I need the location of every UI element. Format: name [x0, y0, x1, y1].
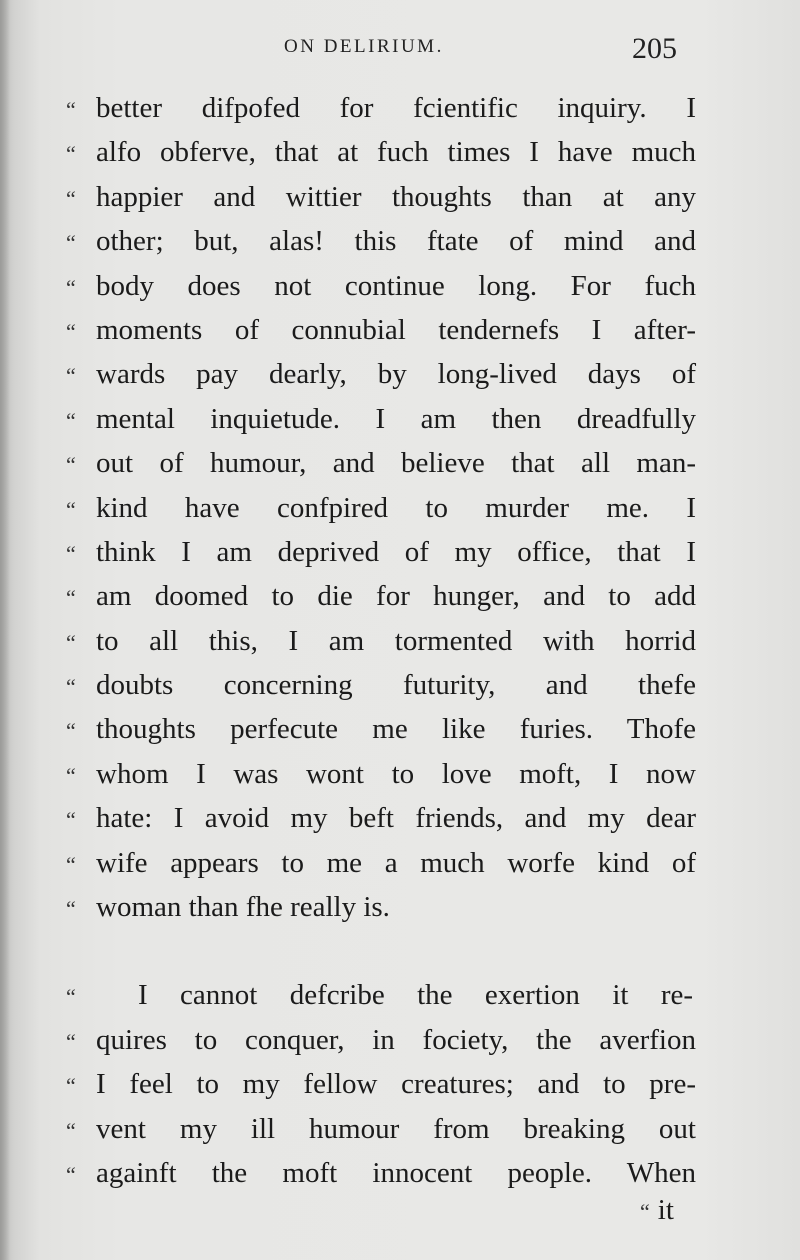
quote-mark: “: [66, 851, 76, 877]
text-line: [66, 841, 702, 885]
text-line: [66, 219, 702, 263]
text-line: [66, 308, 702, 352]
text-line: [66, 619, 702, 663]
text-line: [66, 352, 702, 396]
paragraph-gap: [66, 929, 702, 973]
text-line: [66, 264, 702, 308]
quote-mark: “: [66, 185, 76, 211]
quote-mark: “: [66, 452, 76, 478]
line-text: mental inquietude. I am then dreadfully: [96, 402, 696, 435]
line-text: hate: I avoid my beft friends, and my dear: [96, 802, 696, 835]
quote-mark: “: [66, 274, 76, 300]
line-text: vent my ill humour from breaking out: [96, 1112, 696, 1145]
running-head: [0, 32, 800, 72]
catchword-line: [640, 1188, 674, 1234]
page-number: 205: [632, 32, 677, 65]
line-text: I feel to my fellow creatures; and to pre-: [96, 1068, 696, 1101]
text-line: [66, 973, 702, 1017]
text-line: [66, 1018, 702, 1062]
quote-mark: “: [66, 1028, 76, 1054]
line-text: out of humour, and believe that all man-: [96, 447, 696, 480]
text-line: [66, 574, 702, 618]
text-line: [66, 1062, 702, 1106]
line-text: wards pay dearly, by long-lived days of: [96, 358, 696, 391]
text-line: [66, 486, 702, 530]
text-line: [66, 1107, 702, 1151]
text-line: [66, 1151, 702, 1195]
quote-mark: “: [66, 896, 76, 922]
text-line: [66, 175, 702, 219]
line-text: wife appears to me a much worfe kind of: [96, 846, 696, 879]
quote-mark: “: [66, 674, 76, 700]
line-text: think I am deprived of my office, that I: [96, 535, 696, 568]
quote-mark: “: [66, 540, 76, 566]
line-text: kind have confpired to murder me. I: [96, 491, 696, 524]
quote-mark: “: [66, 585, 76, 611]
line-text: am doomed to die for hunger, and to add: [96, 580, 696, 613]
paragraph-2: [66, 973, 702, 1195]
line-text: body does not continue long. For fuch: [96, 269, 696, 302]
line-text: happier and wittier thoughts than at any: [96, 180, 696, 213]
quote-mark: “: [66, 363, 76, 389]
quote-mark: “: [66, 496, 76, 522]
text-line: [66, 441, 702, 485]
text-line: [66, 130, 702, 174]
text-line: [66, 707, 702, 751]
line-text: againft the moft innocent people. When: [96, 1156, 696, 1189]
line-text: other; but, alas! this ftate of mind and: [96, 225, 696, 258]
quote-mark: “: [66, 230, 76, 256]
quote-mark: “: [66, 1117, 76, 1143]
quote-mark: “: [66, 629, 76, 655]
line-text: thoughts perfecute me like furies. Thofe: [96, 713, 696, 746]
line-text: better difpofed for fcientific inquiry. I: [96, 92, 696, 124]
running-title: ON DELIRIUM.: [284, 36, 444, 57]
text-line: [66, 397, 702, 441]
quote-mark: “: [66, 1161, 76, 1187]
text-line: [66, 530, 702, 574]
text-line: [66, 796, 702, 840]
line-text: doubts concerning futurity, and thefe: [96, 669, 696, 702]
paragraph-1: [66, 86, 702, 929]
quote-mark: “: [66, 762, 76, 788]
text-line: [66, 86, 702, 130]
text-line: [66, 663, 702, 707]
catchword: it: [657, 1194, 674, 1226]
quote-mark: “: [66, 318, 76, 344]
quote-mark: “: [66, 984, 76, 1010]
gutter-shadow: [0, 0, 10, 1260]
line-text: quires to conquer, in fociety, the averfion: [96, 1023, 696, 1056]
quote-mark: “: [66, 141, 76, 167]
line-text: I cannot defcribe the exertion it re-: [138, 979, 693, 1012]
line-text: whom I was wont to love moft, I now: [96, 757, 696, 790]
text-line: [66, 752, 702, 796]
quote-mark: “: [66, 97, 76, 122]
line-text: to all this, I am tormented with horrid: [96, 624, 696, 657]
quote-mark: “: [66, 407, 76, 433]
quote-mark: “: [640, 1199, 650, 1224]
quote-mark: “: [66, 807, 76, 833]
body-text: [66, 86, 702, 1195]
line-text: moments of connubial tendernefs I after-: [96, 313, 696, 346]
text-line: [66, 885, 702, 929]
line-text: alfo obferve, that at fuch times I have much: [96, 136, 696, 169]
quote-mark: “: [66, 1073, 76, 1099]
quote-mark: “: [66, 718, 76, 744]
line-text: woman than fhe really is.: [96, 891, 390, 924]
